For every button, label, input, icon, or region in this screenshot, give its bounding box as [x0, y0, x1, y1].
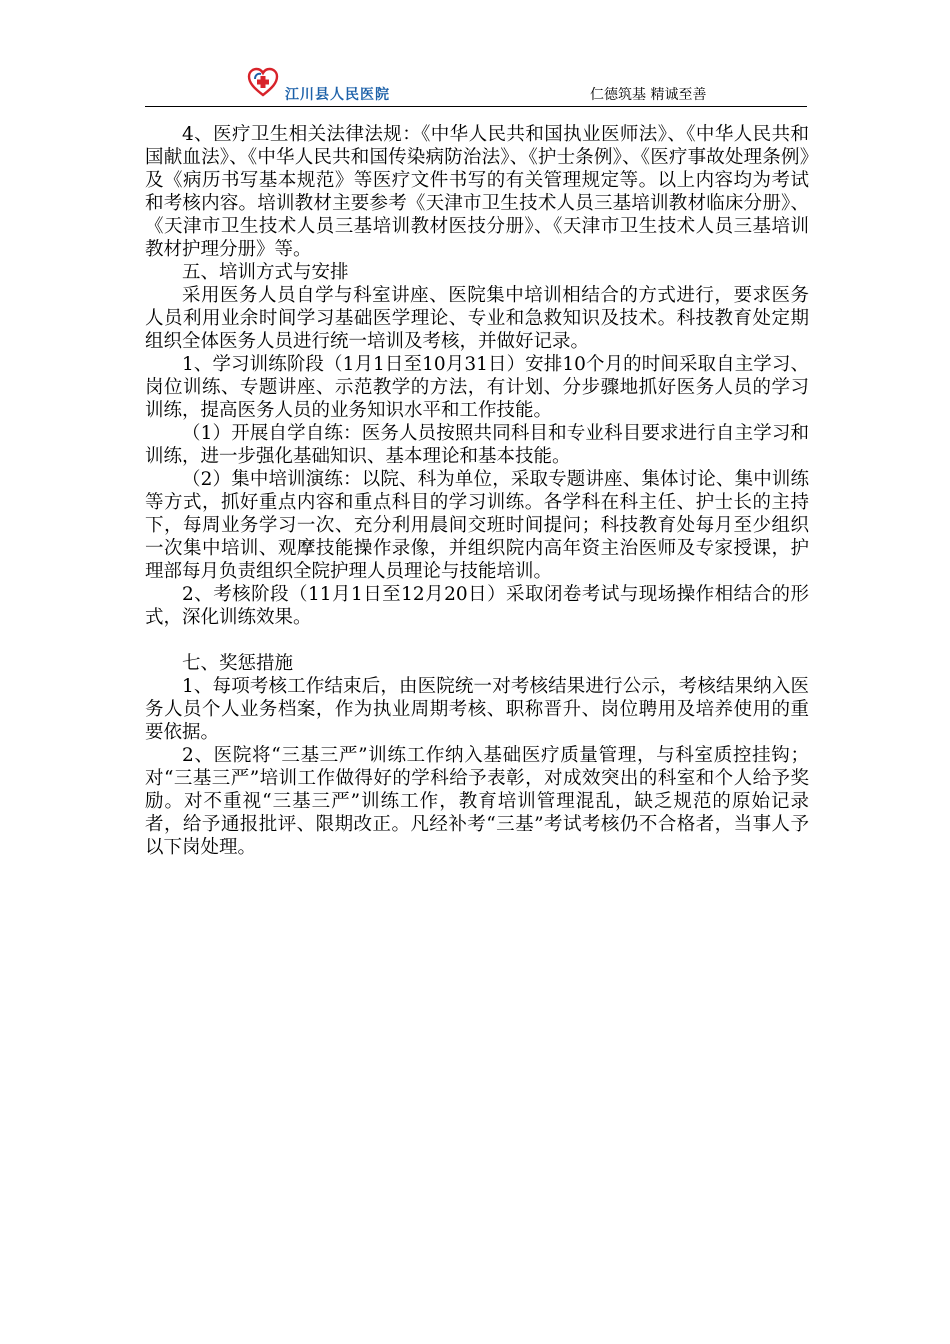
document-body	[145, 123, 809, 859]
hospital-name: 江川县人民医院	[285, 87, 390, 103]
hospital-motto: 仁德筑基 精诚至善	[590, 87, 707, 103]
paragraph-assessment-stage: 2、考核阶段（11月1日至12月20日）采取闭卷考试与现场操作相结合的形式，深化训练效果。	[145, 584, 809, 628]
paragraph-laws: 4、医疗卫生相关法律法规：《中华人民共和国执业医师法》、《中华人民共和国献血法》、《中华人民共和国传染病防治法》、《护士条例》、《医疗事故处理条例》及《病历书写基本规范》等医疗文件书写的有关管理规定等。以上内容均为考试和考核内容。培训教材主要参考《天津市卫生技术人员三基培训教材临床分册》、《天津市卫生技术人员三基培训教材医技分册》、《天津市卫生技术人员三基培训教材护理分册》等。	[145, 124, 809, 260]
blank-line	[145, 629, 809, 652]
paragraph-centralized-training: （2）集中培训演练：以院、科为单位，采取专题讲座、集体讨论、集中训练等方式，抓好重点内容和重点科目的学习训练。各学科在科主任、护士长的主持下，每周业务学习一次、充分利用晨间交班时间提问；科技教育处每月至少组织一次集中培训、观摩技能操作录像，并组织院内高年资主治医师及专家授课，护理部每月负责组织全院护理人员理论与技能培训。	[145, 469, 809, 582]
paragraph-training-approach: 采用医务人员自学与科室讲座、医院集中培训相结合的方式进行，要求医务人员利用业余时间学习基础医学理论、专业和急救知识及技术。科技教育处定期组织全体医务人员进行统一培训及考核，并做好记录。	[145, 285, 809, 352]
paragraph-reward-1: 1、每项考核工作结束后，由医院统一对考核结果进行公示，考核结果纳入医务人员个人业务档案，作为执业周期考核、职称晋升、岗位聘用及培养使用的重要依据。	[145, 676, 809, 743]
paragraph-reward-2: 2、医院将“三基三严”训练工作纳入基础医疗质量管理，与科室质控挂钩；对“三基三严”培训工作做得好的学科给予表彰，对成效突出的科室和个人给予奖励。对不重视“三基三严”训练工作，教育培训管理混乱，缺乏规范的原始记录者，给予通报批评、限期改正。凡经补考“三基”考试考核仍不合格者，当事人予以下岗处理。	[145, 745, 809, 858]
paragraph-learning-stage: 1、学习训练阶段（1月1日至10月31日）安排10个月的时间采取自主学习、岗位训练、专题讲座、示范教学的方法，有计划、分步骤地抓好医务人员的学习训练，提高医务人员的业务知识水平和工作技能。	[145, 354, 809, 421]
section-heading-rewards: 七、奖惩措施	[182, 653, 294, 674]
paragraph-self-study: （1）开展自学自练：医务人员按照共同科目和专业科目要求进行自主学习和训练，进一步强化基础知识、基本理论和基本技能。	[145, 423, 809, 467]
hospital-heart-cross-icon	[247, 66, 279, 98]
page-header	[145, 66, 807, 107]
section-heading-training-method: 五、培训方式与安排	[182, 262, 349, 283]
